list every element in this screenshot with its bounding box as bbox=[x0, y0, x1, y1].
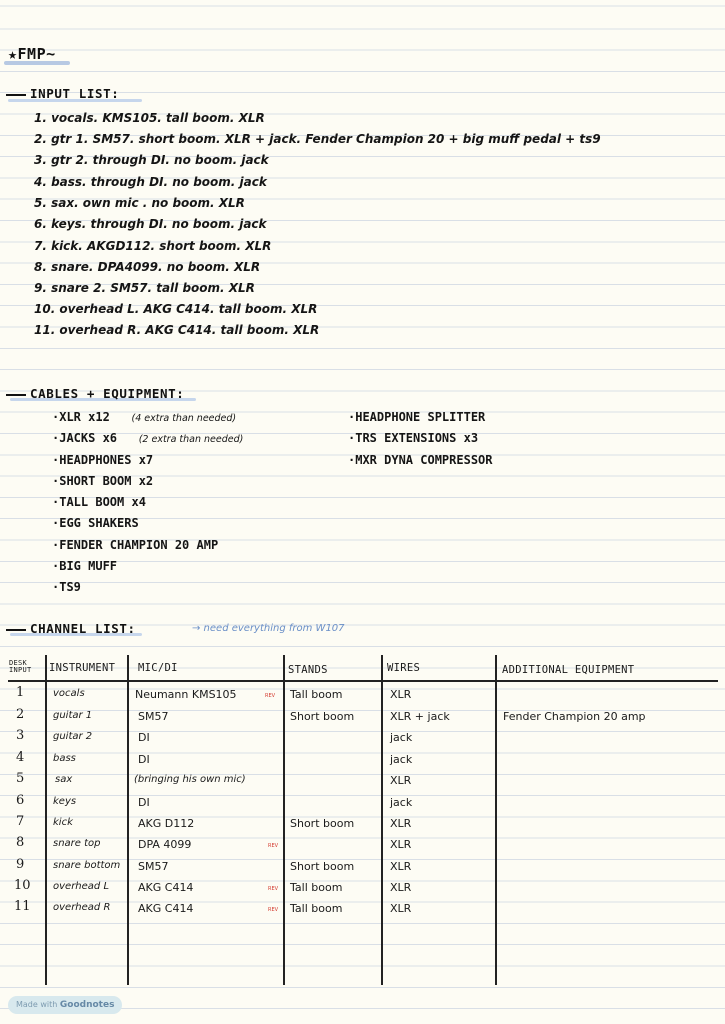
row-wires: XLR bbox=[390, 860, 412, 873]
row-mic: AKG C414 bbox=[138, 881, 194, 894]
rev-mark: REV bbox=[268, 843, 279, 849]
row-number: 5 bbox=[16, 771, 25, 786]
row-number: 10 bbox=[14, 878, 31, 893]
row-wires: XLR bbox=[390, 838, 412, 851]
row-wires: XLR bbox=[390, 817, 412, 830]
row-instrument: overhead L bbox=[53, 881, 110, 892]
input-item: 6. keys. through DI. no boom. jack bbox=[34, 217, 267, 231]
equipment-item: ·FENDER CHAMPION 20 AMP bbox=[52, 538, 219, 552]
row-mic: AKG C414 bbox=[138, 902, 194, 915]
row-mic: DI bbox=[138, 731, 150, 744]
row-stands: Tall boom bbox=[290, 881, 343, 894]
column-header-stands: STANDS bbox=[288, 664, 328, 676]
row-mic: SM57 bbox=[138, 710, 169, 723]
column-header-instrument: INSTRUMENT bbox=[49, 662, 116, 674]
rev-mark: REV bbox=[268, 907, 279, 913]
column-header-mic-di: MIC/DI bbox=[138, 662, 178, 674]
equipment-item: ·HEADPHONES x7 bbox=[52, 453, 154, 467]
equipment-item: ·TS9 bbox=[52, 580, 81, 594]
row-number: 3 bbox=[16, 728, 25, 743]
equipment-item: ·HEADPHONE SPLITTER bbox=[348, 410, 486, 424]
row-wires: jack bbox=[390, 796, 413, 809]
row-instrument: sax bbox=[55, 774, 73, 785]
row-mic: DI bbox=[138, 753, 150, 766]
row-number: 1 bbox=[16, 685, 25, 700]
table-column-divider bbox=[45, 655, 47, 985]
row-mic: Neumann KMS105 bbox=[135, 688, 237, 701]
row-wires: jack bbox=[390, 753, 413, 766]
input-item: 2. gtr 1. SM57. short boom. XLR + jack. Fender Champion 20 + big muff pedal + ts9 bbox=[34, 132, 601, 146]
cables-heading: CABLES + EQUIPMENT: bbox=[6, 386, 184, 401]
column-header-desk-input: DESK INPUT bbox=[9, 659, 32, 674]
row-mic: SM57 bbox=[138, 860, 169, 873]
row-stands: Short boom bbox=[290, 710, 355, 723]
page-title: ★FMP~ bbox=[8, 45, 56, 63]
equipment-item: ·TRS EXTENSIONS x3 bbox=[348, 431, 479, 445]
input-item: 1. vocals. KMS105. tall boom. XLR bbox=[34, 111, 265, 125]
row-stands: Tall boom bbox=[290, 688, 343, 701]
row-number: 11 bbox=[14, 899, 31, 914]
row-mic: DI bbox=[138, 796, 150, 809]
input-item: 11. overhead R. AKG C414. tall boom. XLR bbox=[34, 323, 320, 337]
table-column-divider bbox=[381, 655, 383, 985]
input-item: 5. sax. own mic . no boom. XLR bbox=[34, 196, 245, 210]
row-number: 9 bbox=[16, 857, 25, 872]
row-instrument: vocals bbox=[53, 688, 85, 699]
row-wires: XLR bbox=[390, 881, 412, 894]
table-column-divider bbox=[283, 655, 285, 985]
row-number: 6 bbox=[16, 793, 25, 808]
input-item: 7. kick. AKGD112. short boom. XLR bbox=[34, 239, 272, 253]
column-header-additional-equipment: ADDITIONAL EQUIPMENT bbox=[502, 664, 635, 676]
row-wires: XLR bbox=[390, 774, 412, 787]
input-item: 10. overhead L. AKG C414. tall boom. XLR bbox=[34, 302, 318, 316]
goodnotes-badge: Made with Goodnotes bbox=[8, 996, 122, 1014]
row-instrument: kick bbox=[53, 817, 73, 828]
row-number: 8 bbox=[16, 835, 25, 850]
row-stands: Tall boom bbox=[290, 902, 343, 915]
row-number: 4 bbox=[16, 750, 25, 765]
row-instrument: snare bottom bbox=[53, 860, 121, 871]
channel-list-note: → need everything from W107 bbox=[192, 623, 345, 634]
input-list-heading: INPUT LIST: bbox=[6, 86, 119, 101]
row-instrument: snare top bbox=[53, 838, 101, 849]
rev-mark: REV bbox=[268, 886, 279, 892]
row-wires: XLR bbox=[390, 902, 412, 915]
input-item: 8. snare. DPA4099. no boom. XLR bbox=[34, 260, 261, 274]
equipment-item: ·EGG SHAKERS bbox=[52, 516, 139, 530]
column-header-wires: WIRES bbox=[387, 662, 421, 674]
table-header-rule bbox=[8, 680, 718, 682]
row-number: 2 bbox=[16, 707, 25, 722]
row-instrument: guitar 1 bbox=[53, 710, 93, 721]
table-column-divider bbox=[127, 655, 129, 985]
row-instrument: guitar 2 bbox=[53, 731, 93, 742]
row-wires: jack bbox=[390, 731, 413, 744]
row-stands: Short boom bbox=[290, 860, 355, 873]
equipment-item: ·XLR x12 (4 extra than needed) bbox=[52, 410, 237, 424]
row-mic: DPA 4099 bbox=[138, 838, 192, 851]
rev-mark: REV bbox=[265, 693, 276, 699]
equipment-item: ·BIG MUFF bbox=[52, 559, 118, 573]
row-stands: Short boom bbox=[290, 817, 355, 830]
equipment-item: ·TALL BOOM x4 bbox=[52, 495, 146, 509]
row-additional: Fender Champion 20 amp bbox=[503, 710, 646, 723]
input-item: 9. snare 2. SM57. tall boom. XLR bbox=[34, 281, 255, 295]
channel-list-heading: CHANNEL LIST: bbox=[6, 621, 136, 636]
row-mic: AKG D112 bbox=[138, 817, 195, 830]
row-wires: XLR + jack bbox=[390, 710, 450, 723]
equipment-item: ·JACKS x6 (2 extra than needed) bbox=[52, 431, 244, 445]
row-instrument: bass bbox=[53, 753, 76, 764]
row-number: 7 bbox=[16, 814, 25, 829]
input-item: 3. gtr 2. through DI. no boom. jack bbox=[34, 153, 269, 167]
row-instrument: overhead R bbox=[53, 902, 111, 913]
table-column-divider bbox=[495, 655, 497, 985]
row-wires: XLR bbox=[390, 688, 412, 701]
row-instrument: keys bbox=[53, 796, 77, 807]
equipment-item: ·SHORT BOOM x2 bbox=[52, 474, 154, 488]
equipment-item: ·MXR DYNA COMPRESSOR bbox=[348, 453, 493, 467]
row-mic: (bringing his own mic) bbox=[134, 774, 246, 785]
input-item: 4. bass. through DI. no boom. jack bbox=[34, 175, 267, 189]
